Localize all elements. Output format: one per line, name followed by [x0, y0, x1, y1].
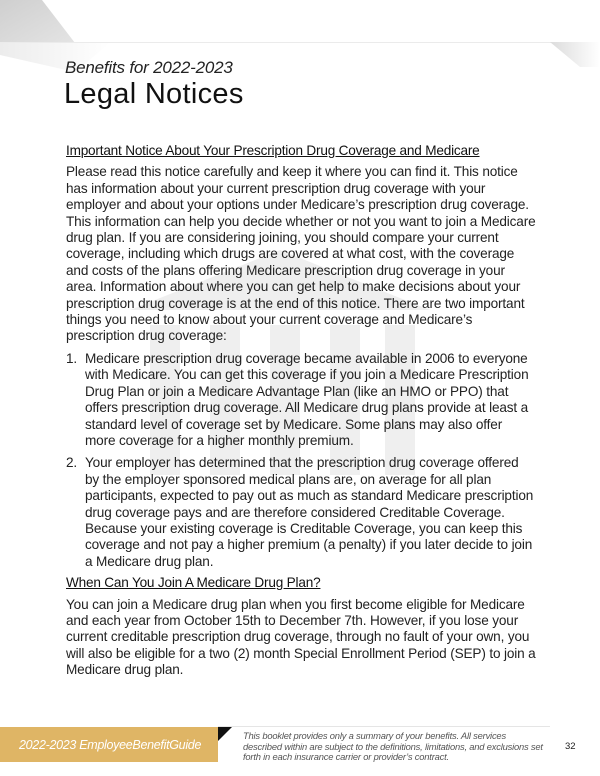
list-item — [66, 455, 536, 570]
list-item-text: Your employer has determined that the prescription drug coverage offered by the employer sponsored medical plans are, on average for all plan participants, expected to pay out as much as standard Medicare prescription drug coverage pays and are therefore considered Creditable Coverage. Because your existing coverage is Creditable Coverage, you can keep this coverage and not pay a higher premium (a penalty) if you later decide to join a Medicare drug plan. — [85, 455, 534, 569]
page-title: Legal Notices — [64, 78, 244, 110]
intro-paragraph: Please read this notice carefully and keep it where you can find it. This notice has information about your current prescription drug coverage with your employer and about your options under Medicare’s prescription drug coverage. This information can help you decide whether or not you want to join a Medicare drug plan. If you are considering joining, you should compare your current coverage, including which drugs are covered at what cost, with the coverage and costs of the plans offering Medicare prescription drug coverage in your area. Information about where you can get help to make decisions about your prescription drug coverage is at the end of this notice. There are two important things you need to know about your current coverage and Medicare’s prescription drug coverage: — [66, 164, 536, 344]
important-things-list — [66, 351, 536, 570]
page-number: 32 — [565, 741, 576, 752]
list-number: 2. — [66, 455, 78, 471]
guide-label: 2022-2023 EmployeeBenefitGuide — [19, 738, 202, 752]
footer-triangle — [218, 727, 232, 741]
footer-disclaimer: This booklet provides only a summary of your benefits. All services described within are subject to the definitions, limitations, and exclusions set forth in each insurance carrier or provider’s contract. — [243, 730, 543, 763]
section-heading-prescription-notice: Important Notice About Your Prescription Drug Coverage and Medicare — [66, 143, 480, 158]
list-item — [66, 351, 536, 449]
list-item-text: Medicare prescription drug coverage became available in 2006 to everyone with Medicare. You can get this coverage if you join a Medicare Prescription Drug Plan or join a Medicare Advantage Plan (like an HMO or PPO) that offers prescription drug coverage. All Medicare drug plans provide at least a standard level of coverage set by Medicare. Some plans may also offer more coverage for a higher monthly premium. — [85, 350, 529, 448]
corner-decoration-right — [550, 42, 600, 67]
document-body — [66, 143, 536, 679]
when-join-paragraph: You can join a Medicare drug plan when you first become eligible for Medicare and each year from October 15th to December 7th. However, if you lose your current creditable prescription drug coverage, through no fault of your own, you will also be eligible for a two (2) month Special Enrollment Period (SEP) to join a Medicare drug plan. — [66, 596, 536, 678]
footer-rule — [218, 726, 550, 727]
header-rule — [0, 42, 560, 43]
section-heading-when-join: When Can You Join A Medicare Drug Plan? — [66, 575, 321, 591]
list-number: 1. — [66, 350, 78, 366]
page-subtitle: Benefits for 2022-2023 — [65, 58, 233, 77]
